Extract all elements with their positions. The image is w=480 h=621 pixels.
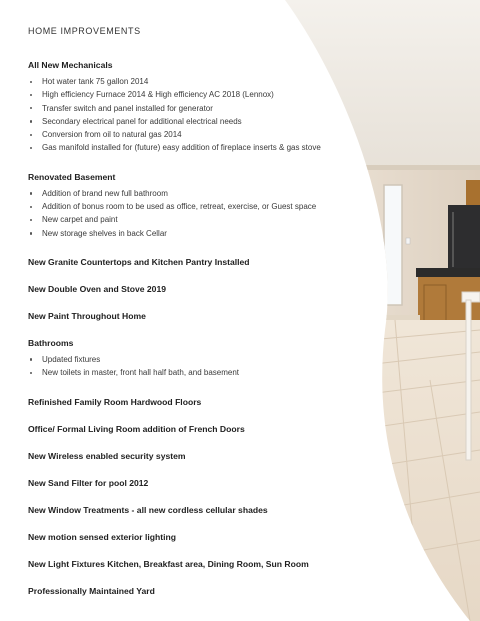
section-french-doors — [28, 424, 388, 435]
bullet-list — [28, 353, 388, 380]
section-heading: Professionally Maintained Yard — [28, 585, 155, 596]
list-item: New storage shelves in back Cellar — [28, 227, 388, 240]
list-item: Conversion from oil to natural gas 2014 — [28, 128, 388, 141]
section-heading: New Granite Countertops and Kitchen Pantry Installed — [28, 256, 250, 267]
list-item: High efficiency Furnace 2014 & High efficiency AC 2018 (Lennox) — [28, 88, 388, 101]
list-item: Secondary electrical panel for additional electrical needs — [28, 115, 388, 128]
list-item: Updated fixtures — [28, 353, 388, 366]
list-item: New carpet and paint — [28, 213, 388, 226]
section-bathrooms — [28, 338, 388, 380]
bullet-list — [28, 75, 388, 155]
section-exterior-lighting — [28, 532, 388, 543]
section-heading: Office/ Formal Living Room addition of French Doors — [28, 423, 245, 434]
section-countertops — [28, 257, 388, 268]
section-heading: New Sand Filter for pool 2012 — [28, 477, 149, 488]
section-paint — [28, 311, 388, 322]
section-heading: New Wireless enabled security system — [28, 450, 186, 461]
list-item: New toilets in master, front hall half bath, and basement — [28, 366, 388, 379]
list-item: Addition of bonus room to be used as office, retreat, exercise, or Guest space — [28, 200, 388, 213]
section-yard — [28, 586, 388, 597]
document-content — [28, 26, 388, 613]
section-heading: Renovated Basement — [28, 171, 116, 182]
section-heading: New Light Fixtures Kitchen, Breakfast area, Dining Room, Sun Room — [28, 558, 309, 569]
section-heading: New motion sensed exterior lighting — [28, 531, 177, 542]
section-pool-filter — [28, 478, 388, 489]
section-heading: New Paint Throughout Home — [28, 310, 146, 321]
section-floors — [28, 397, 388, 408]
section-heading: Bathrooms — [28, 337, 74, 348]
section-heading: All New Mechanicals — [28, 60, 113, 70]
list-item: Transfer switch and panel installed for generator — [28, 102, 388, 115]
section-heading: New Window Treatments - all new cordless cellular shades — [28, 504, 268, 515]
list-item: Hot water tank 75 gallon 2014 — [28, 75, 388, 88]
list-item: Gas manifold installed for (future) easy addition of fireplace inserts & gas stove — [28, 141, 388, 154]
section-heading: Refinished Family Room Hardwood Floors — [28, 396, 202, 407]
section-basement — [28, 172, 388, 240]
section-oven — [28, 284, 388, 295]
list-item: Addition of brand new full bathroom — [28, 187, 388, 200]
section-heading: New Double Oven and Stove 2019 — [28, 283, 167, 294]
section-security — [28, 451, 388, 462]
section-light-fixtures — [28, 559, 388, 570]
section-mechanicals — [28, 60, 388, 155]
page-title: HOME IMPROVEMENTS — [28, 26, 141, 36]
bullet-list — [28, 187, 388, 240]
section-window-treatments — [28, 505, 388, 516]
